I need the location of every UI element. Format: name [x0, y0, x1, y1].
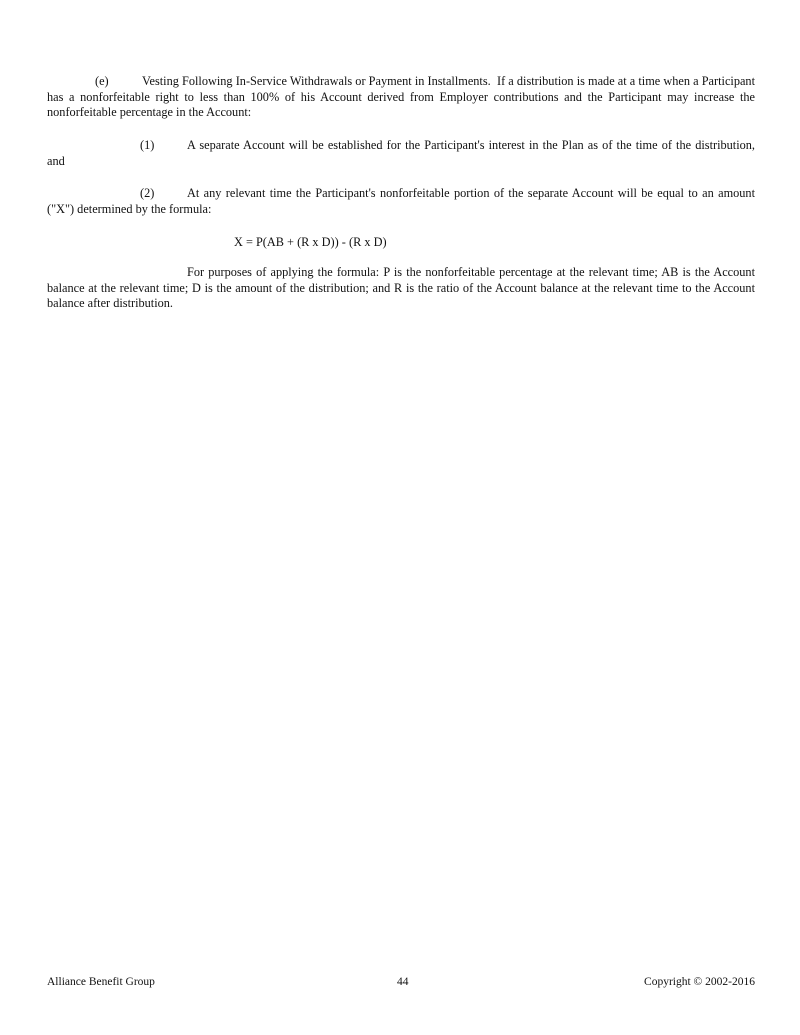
section-e-text: If a distribution is made at a time when a Participant has a nonforfeitable right to less than 100% of his Account derived from Employer contributions and the Participant may increase the nonforfeitable percentage in the Account: — [47, 74, 755, 119]
section-e-paragraph — [47, 74, 755, 121]
item-2-text: At any relevant time the Participant's nonforfeitable portion of the separate Account will be equal to an amount ("X") determined by the formula: — [47, 186, 755, 216]
item-1-paragraph — [47, 138, 755, 169]
formula-note-text: For purposes of applying the formula: P is the nonforfeitable percentage at the relevant time; AB is the Account balance at the relevant time; D is the amount of the distribution; and R is the ratio of the Account balance at the relevant time to the Account balance after distribution. — [47, 265, 755, 310]
section-e-heading: Vesting Following In-Service Withdrawals or Payment in Installments. — [142, 74, 491, 88]
vesting-formula: X = P(AB + (R x D)) - (R x D) — [234, 235, 387, 249]
section-e-label: (e) — [95, 74, 109, 88]
footer-copyright: Copyright © 2002-2016 — [644, 976, 755, 988]
item-2-paragraph — [47, 186, 755, 217]
footer-company: Alliance Benefit Group — [47, 976, 155, 988]
item-2-label: (2) — [140, 186, 155, 200]
page-footer — [47, 975, 755, 991]
formula-note-paragraph — [47, 265, 755, 312]
footer-page-number: 44 — [397, 976, 409, 988]
item-1-text: A separate Account will be established for the Participant's interest in the Plan as of the time of the distribution, and — [47, 138, 755, 168]
item-1-label: (1) — [140, 138, 155, 152]
